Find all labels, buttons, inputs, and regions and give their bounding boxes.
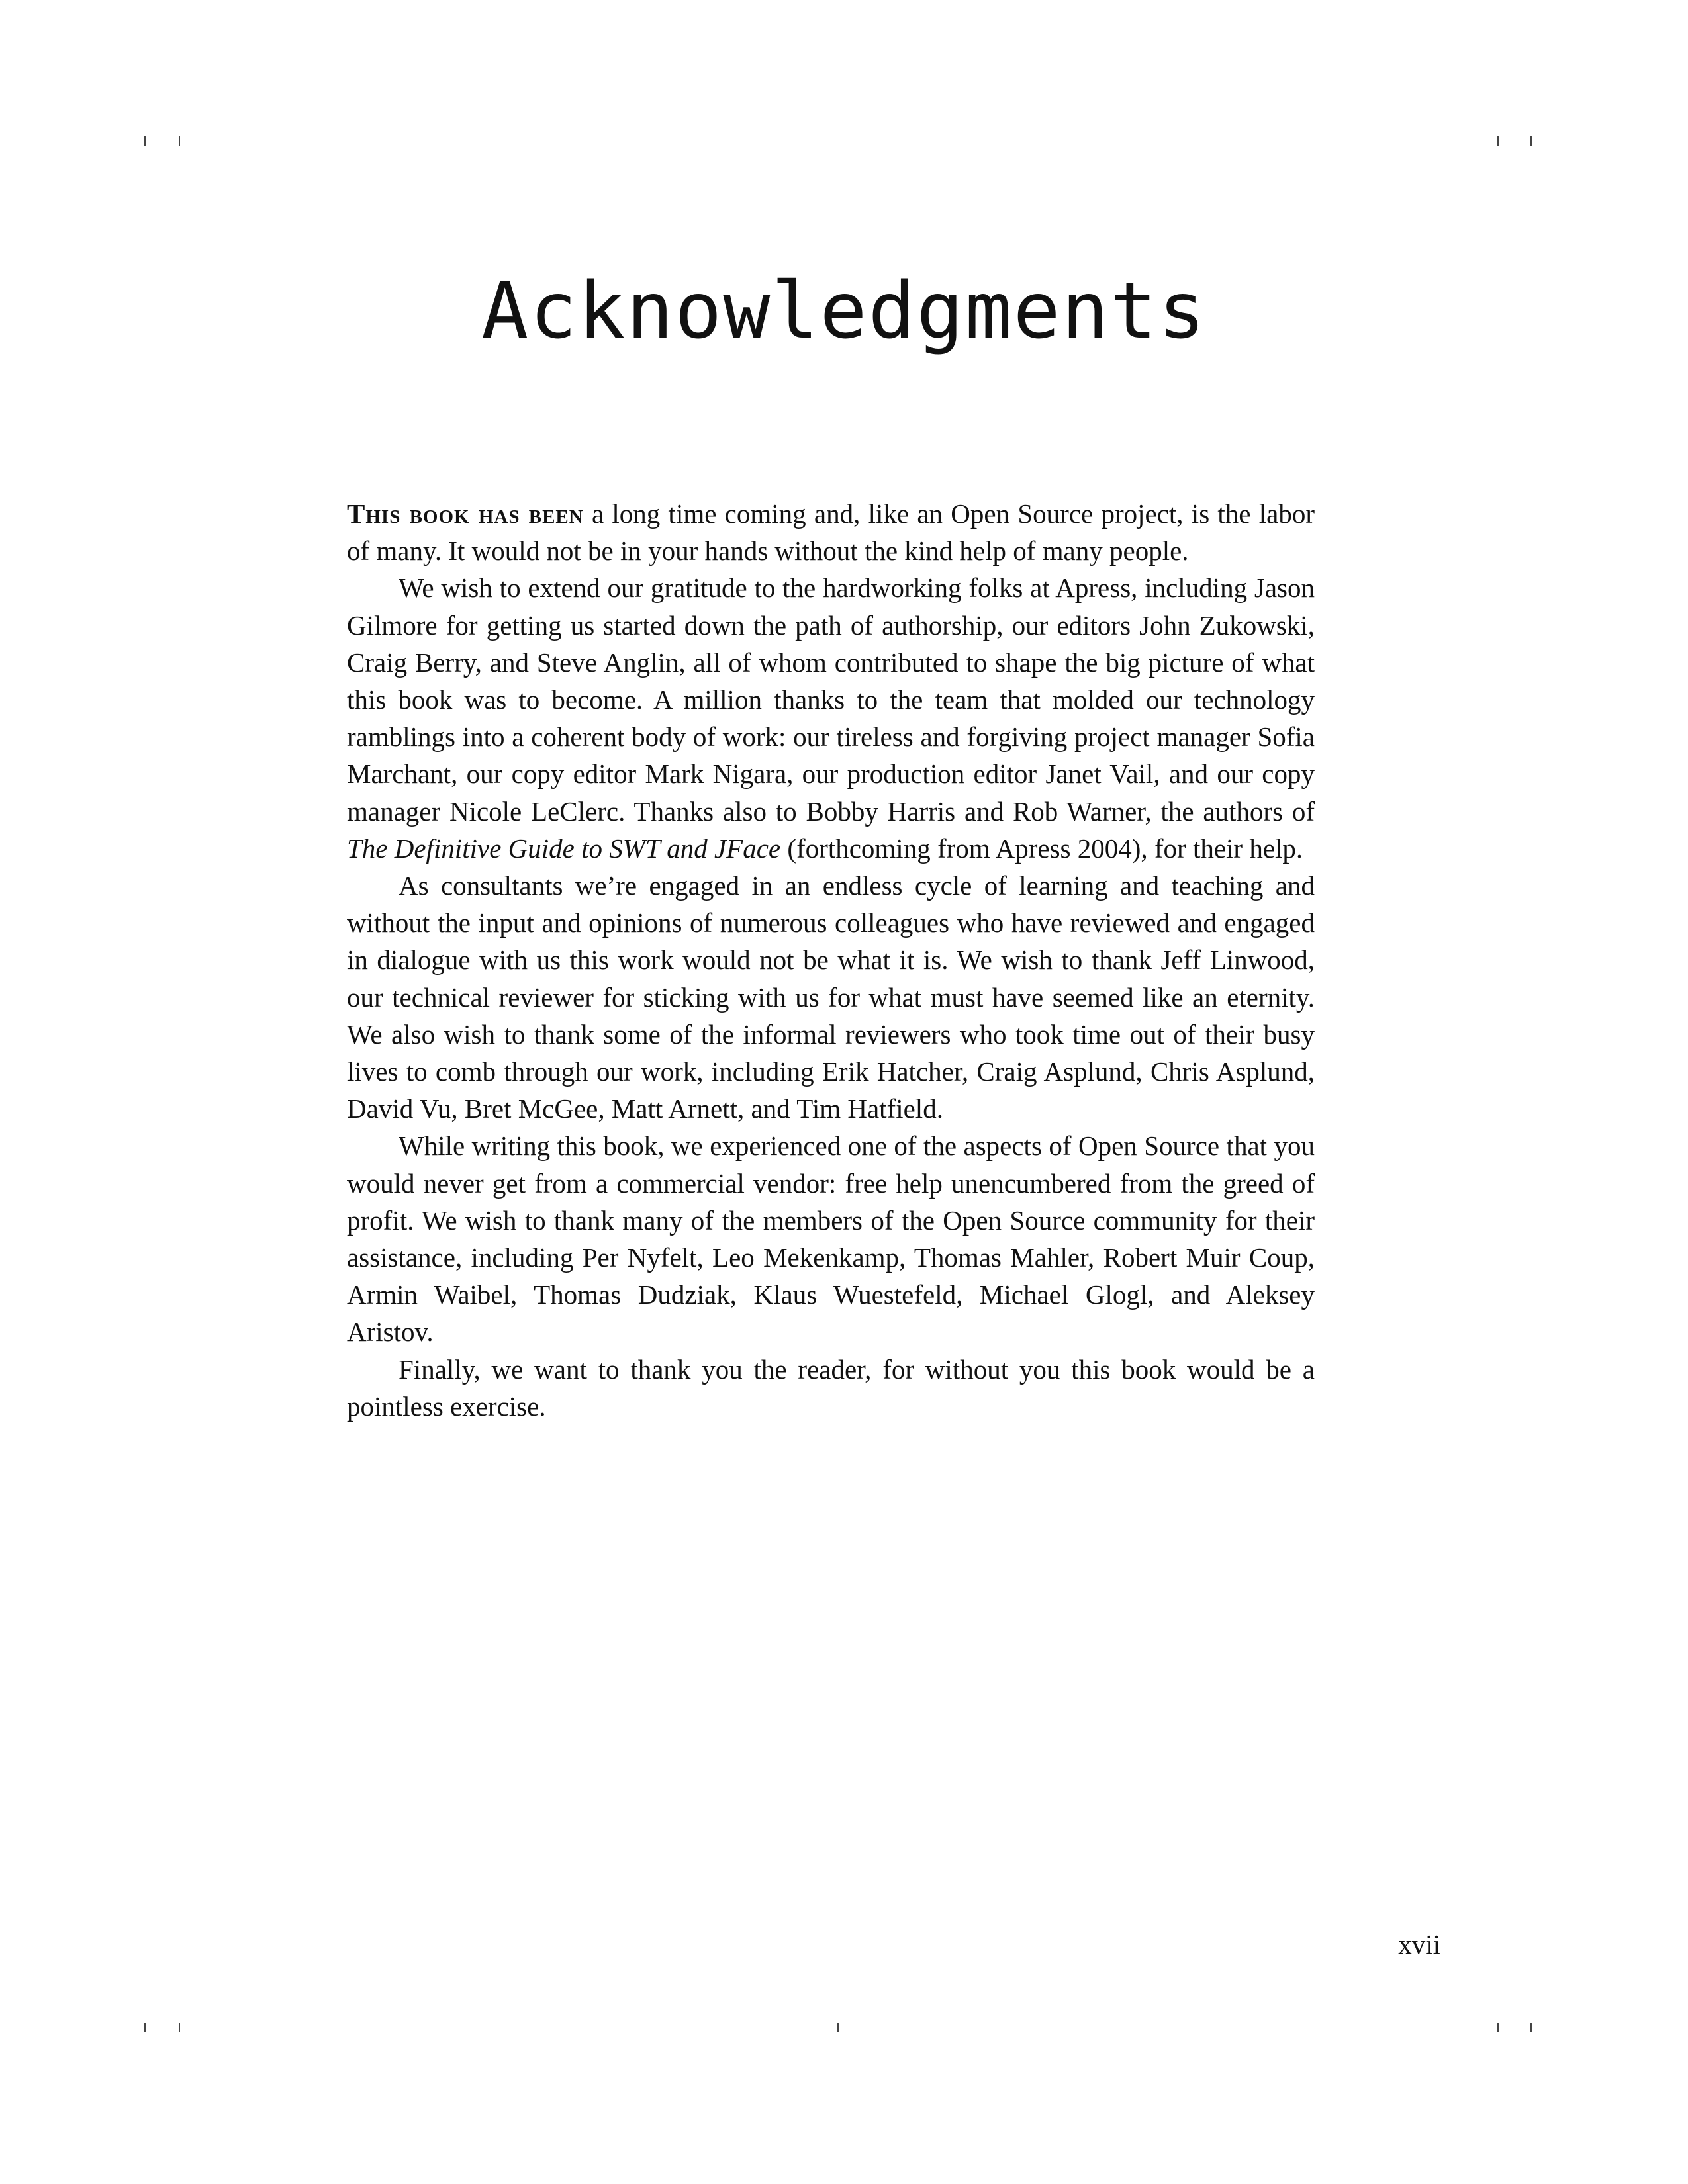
paragraph [347,569,1315,867]
paragraph: As consultants we’re engaged in an endless cycle of learning and teaching and without the input and opinions of numerous colleagues who have reviewed and engaged in dialogue with us this work would not be what it is. We wish to thank Jeff Linwood, our technical reviewer for sticking with us for what must have seemed like an eternity. We also wish to thank some of the informal reviewers who took time out of their busy lives to comb through our work, including Erik Hatcher, Craig Asplund, Chris Asplund, David Vu, Bret McGee, Matt Arnett, and Tim Hatfield. [347,870,1315,1124]
paragraph-text: a long time coming and, like an Open Source project, is the labor of many. It would not be in your hands without the kind help of many people. [347,498,1315,567]
crop-mark [179,136,180,146]
crop-mark [837,2023,839,2032]
paragraph: Finally, we want to thank you the reader, for without you this book would be a pointless exercise. [347,1353,1315,1422]
paragraph: While writing this book, we experienced one of the aspects of Open Source that you would never get from a commercial vendor: free help unencumbered from the greed of profit. We wish to thank many of the members of the Open Source community for their assistance, including Per Nyfelt, Leo Mekenkamp, Thomas Mahler, Robert Muir Coup, Armin Waibel, Thomas Dudziak, Klaus Wuestefeld, Michael Glogl, and Aleksey Aristov. [347,1130,1315,1347]
crop-mark [179,2023,180,2032]
crop-mark [1497,2023,1499,2032]
crop-mark [1530,2023,1532,2032]
paragraph [347,495,1315,569]
acknowledgments-body [347,495,1315,1425]
paragraph-text: We wish to extend our gratitude to the hardworking folks at Apress, including Jason Gilmore for getting us started down the path of authorship, our editors John Zukowski, Craig Berry, and Steve Anglin, all of whom contributed to shape the big picture of what this book was to become. A million thanks to the team that molded our technology ramblings into a coherent body of work: our tireless and forgiving project manager Sofia Marchant, our copy editor Mark Nigara, our production editor Janet Vail, and our copy manager Nicole LeClerc. Thanks also to Bobby Harris and Rob Warner, the authors of [347,572,1315,827]
crop-mark [144,136,146,146]
book-title: The Definitive Guide to SWT and JFace [347,833,781,864]
paragraph-text: (forthcoming from Apress 2004), for their help. [780,833,1303,864]
crop-mark [144,2023,146,2032]
lead-in: This book has been [347,498,584,529]
crop-mark [1497,136,1499,146]
page-number: xvii [1398,1929,1440,1960]
crop-mark [1530,136,1532,146]
page-title: Acknowledgments [481,265,1207,356]
